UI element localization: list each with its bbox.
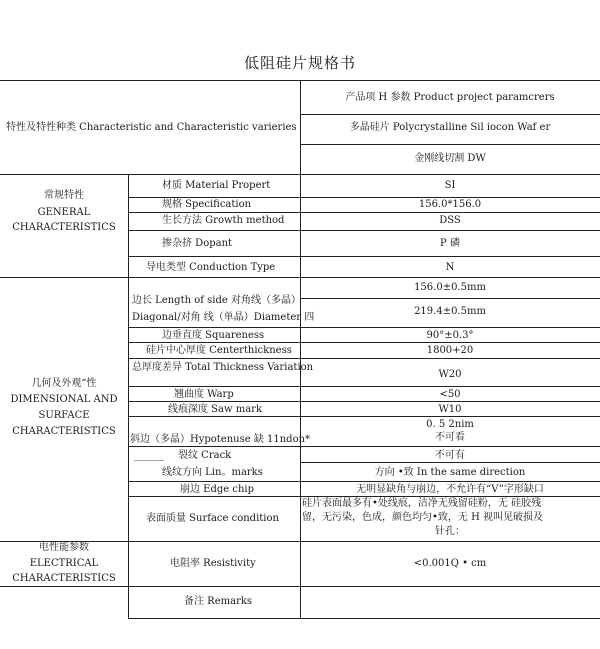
edge-chip-value: 无明显缺角与崩边，不允许有“V”字形缺口	[356, 484, 544, 495]
material-name: 材质 Material Propert	[162, 180, 271, 191]
hypotenuse-value-2: 不可看	[435, 432, 465, 443]
conduction-value: N	[445, 262, 455, 273]
rule	[300, 114, 600, 115]
side-length-value-2: 219.4±0.5mm	[414, 306, 486, 317]
rule	[128, 386, 600, 387]
ttv-value: W20	[438, 369, 462, 380]
general-label-en-1: GENERAL	[37, 207, 91, 218]
document-title: 低阻硅片规格书	[243, 54, 356, 72]
header-cutting: 金刚线切割 DW	[414, 153, 486, 164]
side-length-name-1: 边长 Length of side 对角线（多晶）	[132, 295, 301, 306]
rule	[300, 298, 600, 299]
hypotenuse-value-1: 0. 5 2nim	[426, 419, 474, 430]
resistivity-name: 电阻率 Resistivity	[170, 558, 256, 569]
spec-name: 规格 Specification	[162, 199, 252, 210]
geometry-label-en-1: DIMENSIONAL AND	[10, 394, 118, 405]
dopant-value: P 磷	[440, 238, 460, 249]
rule	[128, 481, 600, 482]
rule-bottom	[128, 618, 600, 619]
material-value: SI	[444, 180, 456, 191]
growth-value: DSS	[439, 215, 461, 226]
col-divider-1	[128, 174, 129, 618]
electrical-label-en-1: ELECTRICAL	[29, 558, 99, 569]
remarks-name: 备注 Remarks	[184, 596, 253, 607]
geometry-label-en-3: CHARACTERISTICS	[12, 426, 116, 437]
rule	[128, 256, 600, 257]
rule	[128, 230, 600, 231]
side-length-name-2: Diagonal/对角 线（单晶）Diameter 四	[132, 312, 315, 323]
squareness-name: 边垂直度 Squareness	[162, 330, 265, 341]
crack-name: 裂纹 Crack	[178, 450, 232, 461]
header-row-label: 特性及特性种类 Characteristic and Characteristic varieries	[6, 122, 297, 133]
rule	[128, 358, 600, 359]
edge-chip-name: 崩边 Edge chip	[180, 484, 255, 495]
electrical-label-en-2: CHARACTERISTICS	[12, 573, 116, 584]
surface-value-line-1: 硅片表面最多有•处线痕，洁净无残留硅粉，无 硅胶残	[302, 498, 542, 509]
warp-value: <50	[439, 389, 461, 400]
general-label-cn: 常规特性	[44, 190, 84, 201]
warp-name: 翘曲度 Warp	[174, 389, 234, 400]
geometry-label-en-2: SURFACE	[38, 410, 90, 421]
crack-value: 不可有	[435, 450, 465, 461]
conduction-name: 导电类型 Conduction Type	[146, 262, 276, 273]
thickness-value: 1800+20	[426, 345, 474, 356]
rule	[128, 327, 600, 328]
header-product-item: 产品项 H 参数 Product project paramcrers	[345, 92, 555, 103]
general-label-en-2: CHARACTERISTICS	[12, 222, 116, 233]
thickness-name: 硅片中心厚度 Centerthickness	[146, 345, 292, 356]
ttv-name: 总厚度差异 Total Thickness Variation	[132, 362, 314, 373]
surface-value-line-3: 针孔：	[435, 526, 465, 537]
resistivity-value: <0.001Q • cm	[413, 558, 487, 569]
side-length-value-1: 156.0±0.5mm	[414, 282, 486, 293]
spec-value: 156.0*156.0	[418, 199, 482, 210]
surface-value-line-2: 留，无污染，色成，颜色均匀•致，无 H 视叫见破损及	[302, 512, 543, 523]
rule	[300, 144, 600, 145]
surface-name: 表面质量 Surface condition	[146, 513, 279, 524]
saw-mark-value: W10	[438, 404, 462, 415]
rule	[128, 212, 600, 213]
lin-marks-value: 方向 •致 In the same direction	[374, 467, 526, 478]
lin-marks-name: 线纹方向 Lin。marks	[162, 467, 263, 478]
geometry-label-cn: 几何及外观“性	[31, 378, 97, 389]
crack-prefix: ______	[134, 450, 164, 461]
growth-name: 生长方法 Growth method	[162, 215, 285, 226]
squareness-value: 90°±0.3°	[426, 330, 474, 341]
electrical-label-cn: 电性能参数	[39, 542, 89, 553]
saw-mark-name: 线痕深度 Saw mark	[168, 404, 263, 415]
dopant-name: 掺杂挤 Dopant	[162, 238, 233, 249]
header-material-type: 多晶硅片 Polycrystalline Sil iocon Waf er	[349, 122, 551, 133]
hypotenuse-name: 斜边（多晶）Hypotenuse 缺 11ndon*	[130, 434, 311, 445]
